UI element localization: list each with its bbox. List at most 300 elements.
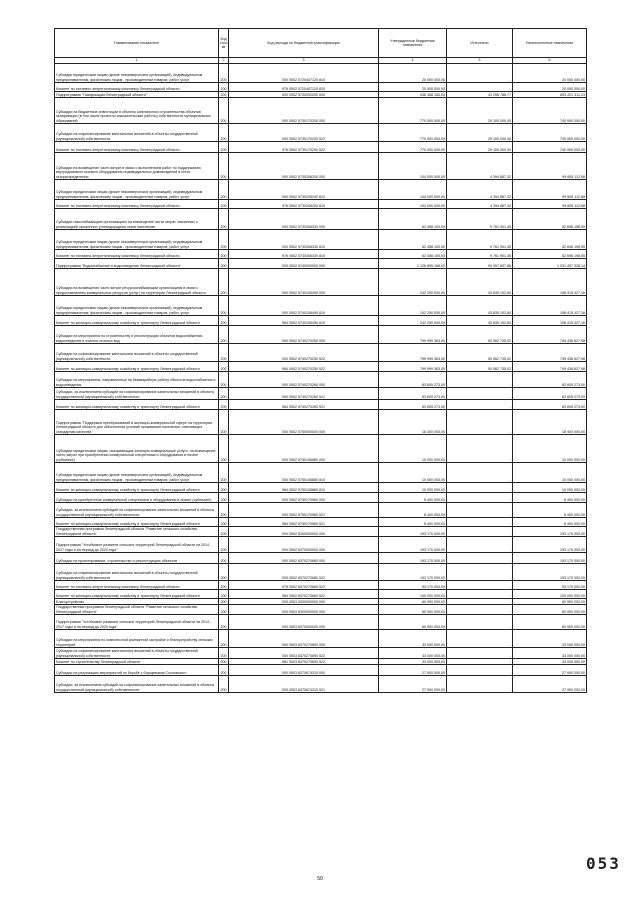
row-executed-amount: 43 835 102,84 — [447, 316, 513, 326]
row-line-code: 200 — [219, 590, 229, 599]
row-kbk-code: 984 0502 5750106880 810 — [229, 483, 379, 493]
row-line-code: 200 — [219, 553, 229, 564]
row-executed-amount: - — [447, 493, 513, 503]
row-unexecuted-amount: 60 900 000,00 — [513, 605, 587, 615]
row-executed-amount: 29 100 000,00 — [447, 98, 513, 124]
row-kbk-code: 000 0502 8370000000 000 — [229, 537, 379, 553]
row-approved-amount: 770 000 000,00 — [379, 98, 447, 124]
table-row — [55, 388, 587, 400]
row-unexecuted-amount: 198 415 427,16 — [513, 316, 587, 326]
row-unexecuted-amount: 198 415 427,16 — [513, 269, 587, 296]
row-approved-amount: 799 999 363,00 — [379, 362, 447, 372]
row-line-code: 200 — [219, 153, 229, 180]
row-line-code: 200 — [219, 493, 229, 503]
row-name: Комитет по топливно-энергетическому комплексу Ленинградской области — [55, 250, 219, 259]
row-name: Комитет по жилищно-коммунальному хозяйству и транспорту Ленинградской области — [55, 590, 219, 599]
row-executed-amount: - — [447, 410, 513, 435]
row-executed-amount: 50 562 735,02 — [447, 344, 513, 362]
column-number: 2 — [219, 58, 229, 64]
row-unexecuted-amount: 99 605 112,68 — [513, 200, 587, 209]
row-unexecuted-amount: 8 400 000,00 — [513, 518, 587, 527]
row-line-code: 200 — [219, 483, 229, 493]
table-row — [55, 124, 587, 142]
row-unexecuted-amount: 93 170 000,00 — [513, 581, 587, 590]
table-row — [55, 344, 587, 362]
row-executed-amount: - — [447, 630, 513, 648]
row-executed-amount: 43 256 788,77 — [447, 92, 513, 98]
row-approved-amount: 33 000 000,00 — [379, 659, 447, 665]
row-kbk-code: 976 0502 5730306330 810 — [229, 250, 379, 259]
row-unexecuted-amount: 740 900 000,00 — [513, 98, 587, 124]
row-name: Государственная программа Ленинградской области "Развитие сельского хозяйства Ленинградской области" — [55, 527, 219, 537]
row-name: Подпрограмма "Поддержка преобразований в жилищно-коммунальной сфере на территории Ленинградской области для обеспечения условий проживания населения, отвечающих стандартам качества" — [55, 410, 219, 435]
row-approved-amount: 27 900 000,00 — [379, 665, 447, 676]
row-unexecuted-amount: 8 400 000,00 — [513, 493, 587, 503]
row-name: Субсидии юридическим лицам (кроме некоммерческих организаций), индивидуальным предпринимателям, физическим лицам - производителям товаров, работ, услуг — [55, 230, 219, 250]
row-unexecuted-amount: 33 000 000,00 — [513, 659, 587, 665]
row-approved-amount: 104 000 000,00 — [379, 200, 447, 209]
row-line-code: 200 — [219, 463, 229, 483]
row-approved-amount: 242 250 530,00 — [379, 316, 447, 326]
row-kbk-code: 000 0502 5750170560 000 — [229, 493, 379, 503]
table-row — [55, 98, 587, 124]
row-line-code: 200 — [219, 316, 229, 326]
row-line-code: 200 — [219, 83, 229, 92]
row-executed-amount: 29 100 000,00 — [447, 124, 513, 142]
row-name: Подпрограмма "Устойчивое развитие сельских территорий Ленинградской области на 2014 - 2017 годы и на период до 2020 года" — [55, 537, 219, 553]
col-header-unexecuted: Неисполненные назначения — [513, 29, 587, 58]
row-executed-amount: 9 761 901,45 — [447, 250, 513, 259]
row-name: Комитет по жилищно-коммунальному хозяйству и транспорту Ленинградской области — [55, 316, 219, 326]
table-row — [55, 463, 587, 483]
row-kbk-code: 984 0502 5740270260 521 — [229, 400, 379, 410]
row-executed-amount: - — [447, 64, 513, 83]
row-approved-amount: 104 000 000,00 — [379, 180, 447, 200]
row-approved-amount: 193 170 000,00 — [379, 537, 447, 553]
row-kbk-code: 981 0503 8370270690 522 — [229, 659, 379, 665]
table-row — [55, 209, 587, 230]
row-approved-amount: 60 900 000,00 — [379, 605, 447, 615]
row-executed-amount: 29 100 000,00 — [447, 142, 513, 153]
column-number: 4 — [379, 58, 447, 64]
row-line-code: 200 — [219, 564, 229, 581]
row-line-code: 200 — [220, 92, 227, 97]
row-kbk-code: 000 0503 8300000000 000 — [229, 605, 379, 615]
table-row — [55, 503, 587, 518]
table-row — [55, 581, 587, 590]
table-row — [55, 316, 587, 326]
table-row — [55, 483, 587, 493]
row-approved-amount: 83 605 273,00 — [379, 372, 447, 388]
row-approved-amount: 33 000 000,00 — [379, 630, 447, 648]
row-kbk-code: 000 0502 5750106880 000 — [229, 435, 379, 463]
table-row — [55, 400, 587, 410]
page-number: 50 — [317, 876, 323, 882]
row-approved-amount: 83 605 273,00 — [379, 388, 447, 400]
row-name: Комитет по строительству Ленинградской области — [55, 659, 219, 665]
row-executed-amount: - — [447, 564, 513, 581]
row-name: Комитет по топливно-энергетическому комплексу Ленинградской области — [55, 142, 219, 153]
table-row — [55, 605, 587, 615]
row-approved-amount: 799 999 363,00 — [379, 326, 447, 344]
row-name: Подпрограмма "Устойчивое развитие сельских территорий Ленинградской области на 2014 - 2017 годы и на период до 2020 года" — [55, 615, 219, 630]
row-approved-amount: 10 000 000,00 — [379, 435, 447, 463]
row-executed-amount: 9 761 901,45 — [447, 230, 513, 250]
row-approved-amount: 8 400 000,00 — [379, 493, 447, 503]
row-line-code: 200 — [219, 64, 229, 83]
col-header-approved: Утвержденные бюджетные назначения — [379, 29, 447, 58]
row-line-code: 200 — [219, 180, 229, 200]
budget-execution-table — [54, 28, 587, 693]
row-line-code: 200 — [219, 372, 229, 388]
row-name: Комитет по топливно-энергетическому комплексу Ленинградской области — [55, 581, 219, 590]
table-row — [55, 435, 587, 463]
row-name: Комитет по жилищно-коммунальному хозяйству и транспорту Ленинградской области — [55, 400, 219, 410]
row-executed-amount: - — [447, 553, 513, 564]
row-kbk-code: 976 0502 5730206200 810 — [229, 200, 379, 209]
table-row — [55, 537, 587, 553]
row-approved-amount: 60 900 000,00 — [379, 599, 447, 605]
row-approved-amount: 10 000 000,00 — [379, 483, 447, 493]
row-kbk-code: 000 0502 5740270250 522 — [229, 344, 379, 362]
row-executed-amount: 9 761 901,45 — [447, 209, 513, 230]
table-row — [55, 630, 587, 648]
row-approved-amount: 770 000 000,00 — [379, 142, 447, 153]
row-name: Субсидии на возмещение части затрат ресурсоснабжающим организациям в связи с предоставлением коммунальных ресурсов (услуг) на территории Ленинградской области — [55, 269, 219, 296]
row-kbk-code: 984 0502 5740106490 810 — [229, 316, 379, 326]
row-executed-amount: 4 394 887,32 — [447, 200, 513, 209]
row-approved-amount: 8 400 000,00 — [379, 503, 447, 518]
column-number: 6 — [513, 58, 587, 64]
row-executed-amount: - — [447, 676, 513, 693]
row-executed-amount: - — [447, 400, 513, 410]
table-row — [55, 362, 587, 372]
row-approved-amount: 8 400 000,00 — [379, 518, 447, 527]
row-line-code: 200 — [219, 665, 229, 676]
row-kbk-code: 984 0502 5750170560 521 — [229, 518, 379, 527]
row-name: Государственная программа Ленинградской области "Развитие сельского хозяйства Ленинградской области" — [55, 605, 219, 615]
row-line-code: 200 — [219, 124, 229, 142]
row-unexecuted-amount: 83 605 273,00 — [513, 372, 587, 388]
row-name: Субсидии на мероприятия по комплексной компактной застройке и благоустройству сельских территорий — [55, 630, 219, 648]
row-approved-amount: 83 605 273,00 — [379, 400, 447, 410]
row-line-code: 200 — [219, 537, 229, 553]
table-row — [55, 153, 587, 180]
row-kbk-code: 000 0502 5750000000 000 — [229, 410, 379, 435]
table-row — [55, 83, 587, 92]
row-name: Комитет по топливно-энергетическому комплексу Ленинградской области — [55, 83, 219, 92]
row-kbk-code: 000 0502 5740106490 810 — [229, 296, 379, 316]
row-executed-amount: - — [447, 435, 513, 463]
row-executed-amount: - — [447, 372, 513, 388]
row-kbk-code: 984 0502 8370270680 522 — [229, 590, 379, 599]
row-kbk-code: 000 0503 8370674310 000 — [229, 665, 379, 676]
table-row — [55, 92, 587, 98]
row-unexecuted-amount: 193 170 000,00 — [513, 553, 587, 564]
row-kbk-code: 000 0502 5740270260 521 — [229, 388, 379, 400]
row-executed-amount: 4 394 887,32 — [447, 180, 513, 200]
row-unexecuted-amount: 193 170 000,00 — [513, 564, 587, 581]
table-row — [55, 142, 587, 153]
row-kbk-code: 000 0502 5730306330 810 — [229, 230, 379, 250]
row-unexecuted-amount: 52 696 198,55 — [513, 230, 587, 250]
table-row — [55, 648, 587, 659]
row-line-code: 200 — [219, 209, 229, 230]
row-executed-amount: - — [447, 483, 513, 493]
row-unexecuted-amount: 18 400 000,00 — [513, 410, 587, 435]
row-kbk-code: 000 0503 8370270690 000 — [229, 630, 379, 648]
row-kbk-code: 000 0502 5750106880 810 — [229, 463, 379, 483]
row-name: Субсидии на реализацию мероприятий по борьбе с борщевиком Сосновского — [55, 665, 219, 676]
row-approved-amount: 62 458 100,00 — [379, 230, 447, 250]
row-executed-amount: 50 562 735,02 — [447, 326, 513, 344]
row-kbk-code: 000 0502 8370270680 522 — [229, 564, 379, 581]
row-line-code: 200 — [219, 503, 229, 518]
table-row — [55, 493, 587, 503]
row-approved-amount: 242 250 530,00 — [379, 269, 447, 296]
table-row — [55, 230, 587, 250]
table-row — [55, 372, 587, 388]
row-unexecuted-amount: 10 000 000,00 — [513, 463, 587, 483]
table-row — [55, 410, 587, 435]
row-name: Субсидии на мероприятия по строительству и реконструкции объектов водоснабжения, водоотведения и очистки сточных вод — [55, 326, 219, 344]
row-unexecuted-amount: 83 605 273,00 — [513, 388, 587, 400]
row-line-code: 200 — [220, 659, 227, 664]
row-name: Субсидии юридическим лицам (кроме некоммерческих организаций), индивидуальным предпринимателям, физическим лицам - производителям товаров, работ, услуг — [55, 296, 219, 316]
row-unexecuted-amount: 27 900 000,00 — [513, 665, 587, 676]
row-line-code: 200 — [219, 581, 229, 590]
row-name: Субсидии на софинансирование капитальных вложений в объекты государственной (муниципальной) собственности — [55, 344, 219, 362]
row-line-code: 200 — [219, 527, 229, 537]
row-executed-amount: - — [447, 83, 513, 92]
row-name: Субсидии на приобретение коммунальной спецтехники и оборудования в лизинг (сублизинг) — [55, 493, 219, 503]
row-unexecuted-amount: 893 201 311,23 — [513, 92, 587, 98]
table-row — [55, 676, 587, 693]
row-name: Субсидии на проектирование, строительство и реконструкцию объектов — [55, 553, 219, 564]
row-executed-amount: - — [447, 463, 513, 483]
row-line-code: 200 — [219, 435, 229, 463]
row-kbk-code: 000 0502 8370270680 000 — [229, 553, 379, 564]
report-sheet — [54, 28, 586, 693]
row-approved-amount: 100 000 000,00 — [379, 590, 447, 599]
row-line-code: 200 — [220, 599, 227, 604]
row-line-code: 200 — [219, 518, 229, 527]
table-row — [55, 259, 587, 269]
row-unexecuted-amount: 749 436 627,98 — [513, 326, 587, 344]
row-name: Субсидии газоснабжающим организациям на возмещение части затрат, связанных с реализацией сжиженных углеводородных газов населению — [55, 209, 219, 230]
row-kbk-code: 000 0503 8370000000 000 — [229, 615, 379, 630]
row-executed-amount: 43 835 102,84 — [447, 269, 513, 296]
row-kbk-code: 000 0502 5740270250 000 — [229, 326, 379, 344]
col-header-kbk: Код расхода по бюджетной классификации — [229, 29, 379, 58]
row-line-code: 200 — [219, 230, 229, 250]
row-unexecuted-amount: 20 000 000,00 — [513, 83, 587, 92]
row-approved-amount: 799 999 363,00 — [379, 344, 447, 362]
row-approved-amount: 33 000 000,00 — [379, 648, 447, 659]
row-approved-amount: 60 900 000,00 — [379, 615, 447, 630]
row-name: Субсидии на мероприятия, направленные на безаварийную работу объектов водоснабжения и водоотведения — [55, 372, 219, 388]
row-unexecuted-amount: 1 031 497 328,14 — [513, 259, 587, 269]
row-line-code: 200 — [219, 326, 229, 344]
row-kbk-code: 000 0503 8370674310 521 — [229, 676, 379, 693]
table-row — [55, 518, 587, 527]
row-unexecuted-amount: 99 605 112,68 — [513, 180, 587, 200]
row-unexecuted-amount: 60 900 000,00 — [513, 615, 587, 630]
row-unexecuted-amount: 740 900 000,00 — [513, 142, 587, 153]
row-unexecuted-amount: 60 900 000,00 — [513, 599, 587, 605]
row-kbk-code: 000 0503 8370270690 522 — [229, 648, 379, 659]
row-approved-amount: 1 126 895 168,00 — [379, 259, 447, 269]
table-row — [55, 180, 587, 200]
row-unexecuted-amount: 749 436 627,98 — [513, 344, 587, 362]
row-name: Субсидии на софинансирование капитальных вложений в объекты государственной (муниципальной) собственности — [55, 124, 219, 142]
row-name: Субсидии на бюджетные инвестиции в объекты капитального строительства объектов газификации (в том числе проектно-изыскательские работы) собственности муниципальных образований — [55, 98, 219, 124]
row-approved-amount: 93 170 000,00 — [379, 581, 447, 590]
row-kbk-code: 000 0502 5730170200 522 — [229, 124, 379, 142]
row-line-code: 200 — [219, 615, 229, 630]
row-name: Субсидии юридическим лицам (кроме некоммерческих организаций), индивидуальным предпринимателям, физическим лицам - производителям товаров, работ, услуг — [55, 463, 219, 483]
row-executed-amount: - — [447, 388, 513, 400]
row-approved-amount: 20 000 000,00 — [379, 64, 447, 83]
row-kbk-code: 000 0502 5730170200 000 — [229, 98, 379, 124]
column-number: 5 — [447, 58, 513, 64]
col-header-executed: Исполнено — [447, 29, 513, 58]
row-executed-amount: - — [447, 648, 513, 659]
row-unexecuted-amount: 749 436 627,98 — [513, 362, 587, 372]
row-executed-amount: - — [447, 527, 513, 537]
row-approved-amount: 770 000 000,00 — [379, 124, 447, 142]
table-row — [55, 615, 587, 630]
col-header-line-code: Код стро ки — [219, 29, 229, 58]
row-unexecuted-amount: 33 000 000,00 — [513, 648, 587, 659]
row-name: Субсидии на софинансирование капитальных вложений в объекты государственной (муниципальной) собственности — [55, 564, 219, 581]
row-executed-amount: - — [447, 659, 513, 665]
row-line-code: 200 — [219, 142, 229, 153]
table-row — [55, 564, 587, 581]
table-row — [55, 269, 587, 296]
row-kbk-code: 000 0503 0000000000 000 — [229, 599, 379, 605]
row-approved-amount: 20 000 000,00 — [379, 83, 447, 92]
row-unexecuted-amount: 83 605 273,00 — [513, 400, 587, 410]
row-line-code: 200 — [219, 296, 229, 316]
row-unexecuted-amount: 193 170 000,00 — [513, 537, 587, 553]
row-unexecuted-amount: 100 000 000,00 — [513, 590, 587, 599]
row-name: Комитет по топливно-энергетическому комплексу Ленинградской области — [55, 200, 219, 209]
row-executed-amount: - — [447, 518, 513, 527]
row-unexecuted-amount: 27 900 000,00 — [513, 676, 587, 693]
row-kbk-code: 000 0502 5730206200 810 — [229, 180, 379, 200]
row-line-code: 200 — [219, 98, 229, 124]
row-executed-amount: 4 394 887,32 — [447, 153, 513, 180]
row-executed-amount: - — [447, 590, 513, 599]
row-name: Подпрограмма "Газификация Ленинградской области" — [55, 92, 219, 98]
sheet-stamp-number: 053 — [586, 854, 621, 873]
row-executed-amount: - — [447, 503, 513, 518]
col-header-name: Наименование показателя — [55, 29, 219, 58]
table-row — [55, 665, 587, 676]
row-kbk-code: 000 0502 5730206200 000 — [229, 153, 379, 180]
row-name: Субсидии юридическим лицам (кроме некоммерческих организаций), индивидуальным предпринимателям, физическим лицам - производителям товаров, работ, услуг — [55, 64, 219, 83]
row-unexecuted-amount: 193 170 000,00 — [513, 527, 587, 537]
row-unexecuted-amount: 10 000 000,00 — [513, 483, 587, 493]
row-unexecuted-amount: 99 605 112,68 — [513, 153, 587, 180]
row-unexecuted-amount: 740 900 000,00 — [513, 124, 587, 142]
row-line-code: 200 — [219, 605, 229, 615]
row-executed-amount: - — [447, 581, 513, 590]
row-executed-amount: - — [447, 665, 513, 676]
row-approved-amount: 936 458 100,00 — [379, 92, 447, 98]
table-row — [55, 590, 587, 599]
row-line-code: 200 — [219, 648, 229, 659]
row-line-code: 200 — [219, 410, 229, 435]
row-approved-amount: 193 170 000,00 — [379, 527, 447, 537]
row-kbk-code: 000 0502 5750170560 521 — [229, 503, 379, 518]
row-unexecuted-amount: 52 696 198,55 — [513, 250, 587, 259]
row-kbk-code: 000 0502 5740106490 000 — [229, 269, 379, 296]
table-body — [55, 64, 587, 693]
row-kbk-code: 000 0502 5730000000 000 — [229, 92, 379, 98]
row-kbk-code: 000 0502 5730306330 000 — [229, 209, 379, 230]
row-line-code: 200 — [219, 400, 229, 410]
row-line-code: 200 — [219, 250, 229, 259]
table-row — [55, 553, 587, 564]
row-name: Субсидии юридическим лицам (кроме некоммерческих организаций), индивидуальным предпринимателям, физическим лицам - производителям товаров, работ, услуг — [55, 180, 219, 200]
row-name: Комитет по жилищно-коммунальному хозяйству и транспорту Ленинградской области — [55, 518, 219, 527]
row-unexecuted-amount: 52 696 198,55 — [513, 209, 587, 230]
row-name: Субсидии на возмещение части затрат в связи с выполнением работ по поддержанию внутридомового газового оборудования индивидуальных домовладений в сетях газораспределения — [55, 153, 219, 180]
row-name: Субсидии, за исключением субсидий на софинансирование капитальных вложений в объекты государственной (муниципальной) собственности — [55, 676, 219, 693]
row-executed-amount: - — [447, 615, 513, 630]
row-line-code: 200 — [219, 630, 229, 648]
row-kbk-code: 984 0502 5740270250 522 — [229, 362, 379, 372]
row-executed-amount: 94 397 837,86 — [447, 259, 513, 269]
table-row — [55, 326, 587, 344]
table-row — [55, 527, 587, 537]
table-row — [55, 64, 587, 83]
row-kbk-code: 976 0502 5730170200 522 — [229, 142, 379, 153]
row-approved-amount: 10 000 000,00 — [379, 463, 447, 483]
column-number: 1 — [55, 58, 219, 64]
table-row — [55, 250, 587, 259]
row-unexecuted-amount: 8 400 000,00 — [513, 503, 587, 518]
row-unexecuted-amount: 33 000 000,00 — [513, 630, 587, 648]
row-line-code: 200 — [219, 200, 229, 209]
row-kbk-code: 000 0502 8300000000 000 — [229, 527, 379, 537]
row-line-code: 200 — [219, 362, 229, 372]
column-number: 3 — [229, 58, 379, 64]
table-row — [55, 296, 587, 316]
row-name: Субсидии, за исключением субсидий на софинансирование капитальных вложений в объекты государственной (муниципальной) собственности — [55, 503, 219, 518]
row-executed-amount: - — [447, 605, 513, 615]
row-unexecuted-amount: 10 000 000,00 — [513, 435, 587, 463]
table-header-row — [55, 29, 587, 58]
row-name: Благоустройство — [55, 599, 219, 605]
row-name: Комитет по жилищно-коммунальному хозяйству и транспорту Ленинградской области — [55, 362, 219, 372]
row-name: Комитет по жилищно-коммунальному хозяйству и транспорту Ленинградской области — [55, 483, 219, 493]
row-name: Подпрограмма "Водоснабжение и водоотведение Ленинградской области" — [55, 259, 219, 269]
row-line-code: 200 — [219, 344, 229, 362]
row-line-code: 200 — [219, 259, 229, 269]
row-line-code: 200 — [219, 269, 229, 296]
row-kbk-code: 000 0502 5720407120 810 — [229, 64, 379, 83]
row-approved-amount: 242 250 530,00 — [379, 296, 447, 316]
row-approved-amount: 62 458 100,00 — [379, 250, 447, 259]
row-executed-amount: 43 835 102,84 — [447, 296, 513, 316]
row-kbk-code: 976 0502 8370270680 522 — [229, 581, 379, 590]
row-approved-amount: 193 170 000,00 — [379, 564, 447, 581]
row-executed-amount: - — [447, 599, 513, 605]
row-kbk-code: 000 0502 5740000000 000 — [229, 259, 379, 269]
